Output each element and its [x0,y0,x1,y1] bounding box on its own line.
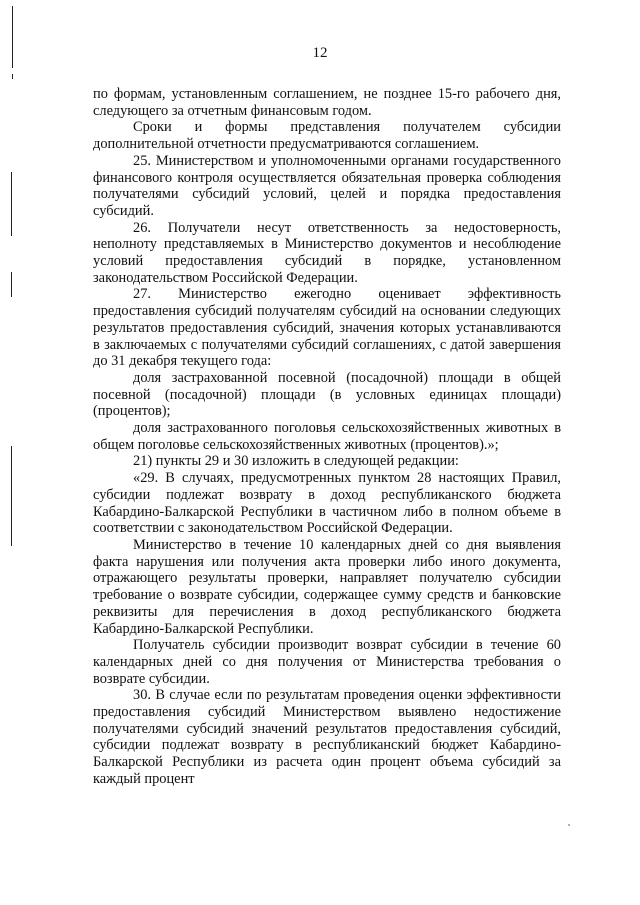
margin-mark [11,272,12,297]
paragraph: 30. В случае если по результатам проведения оценки эффективности предоставления субсидий Министерством выявлено недостижение получателями субсидий значений результатов предоставления субсидий, субсидии подлежат возврату в республиканский бюджет Кабардино-Балкарской Республики из расчета один процент объема субсидий за каждый процент [93,687,561,787]
paragraph: Сроки и формы представления получателем субсидии дополнительной отчетности предусматриваются соглашением. [93,119,561,153]
paragraph: Министерство в течение 10 календарных дней со дня выявления факта нарушения или получения акта проверки либо иного документа, отражающего результаты проверки, направляет получателю субсидии требование о возврате субсидии, содержащее сумму средств и банковские реквизиты для перечисления в доход республиканского бюджета Кабардино-Балкарской Республики. [93,536,561,637]
margin-mark [12,74,13,79]
paragraph: 21) пункты 29 и 30 изложить в следующей редакции: [133,453,459,470]
paragraph: 26. Получатели несут ответственность за недостоверность, неполноту представляемых в Министерство документов и несоблюдение условий предоставления субсидий в порядке, установленном законодательством Российской Федерации. [93,219,561,286]
paragraph: доля застрахованной посевной (посадочной) площади в общей посевной (посадочной) площади (в условных единицах площади) (процентов); [93,369,561,420]
paragraph: доля застрахованного поголовья сельскохозяйственных животных в общем поголовье сельскохозяйственных животных (процентов).»; [93,420,561,453]
margin-mark [11,446,12,546]
margin-mark [11,172,12,236]
paragraph: Получатель субсидии производит возврат субсидии в течение 60 календарных дней со дня получения от Министерства требования о возврате субсидии. [93,637,561,687]
speck [568,824,570,826]
document-body [93,86,561,788]
page-number: 12 [312,45,328,61]
paragraph: «29. В случаях, предусмотренных пунктом 28 настоящих Правил, субсидии подлежат возврату в доход республиканского бюджета Кабардино-Балкарской Республики в частичном либо в полном объеме в соответствии с законодательством Российской Федерации. [93,470,561,537]
paragraph: 27. Министерство ежегодно оценивает эффективность предоставления субсидий получателям субсидий на основании следующих результатов предоставления субсидий, значения которых устанавливаются в заключаемых с получателями субсидий соглашениях, с датой завершения до 31 декабря текущего года: [93,286,561,370]
paragraph: 25. Министерством и уполномоченными органами государственного финансового контроля осуществляется обязательная проверка соблюдения получателями субсидий условий, целей и порядка предоставления субсидий. [93,152,561,219]
margin-mark [12,6,13,68]
paragraph: по формам, установленным соглашением, не позднее 15-го рабочего дня, следующего за отчетным финансовым годом. [93,86,561,119]
